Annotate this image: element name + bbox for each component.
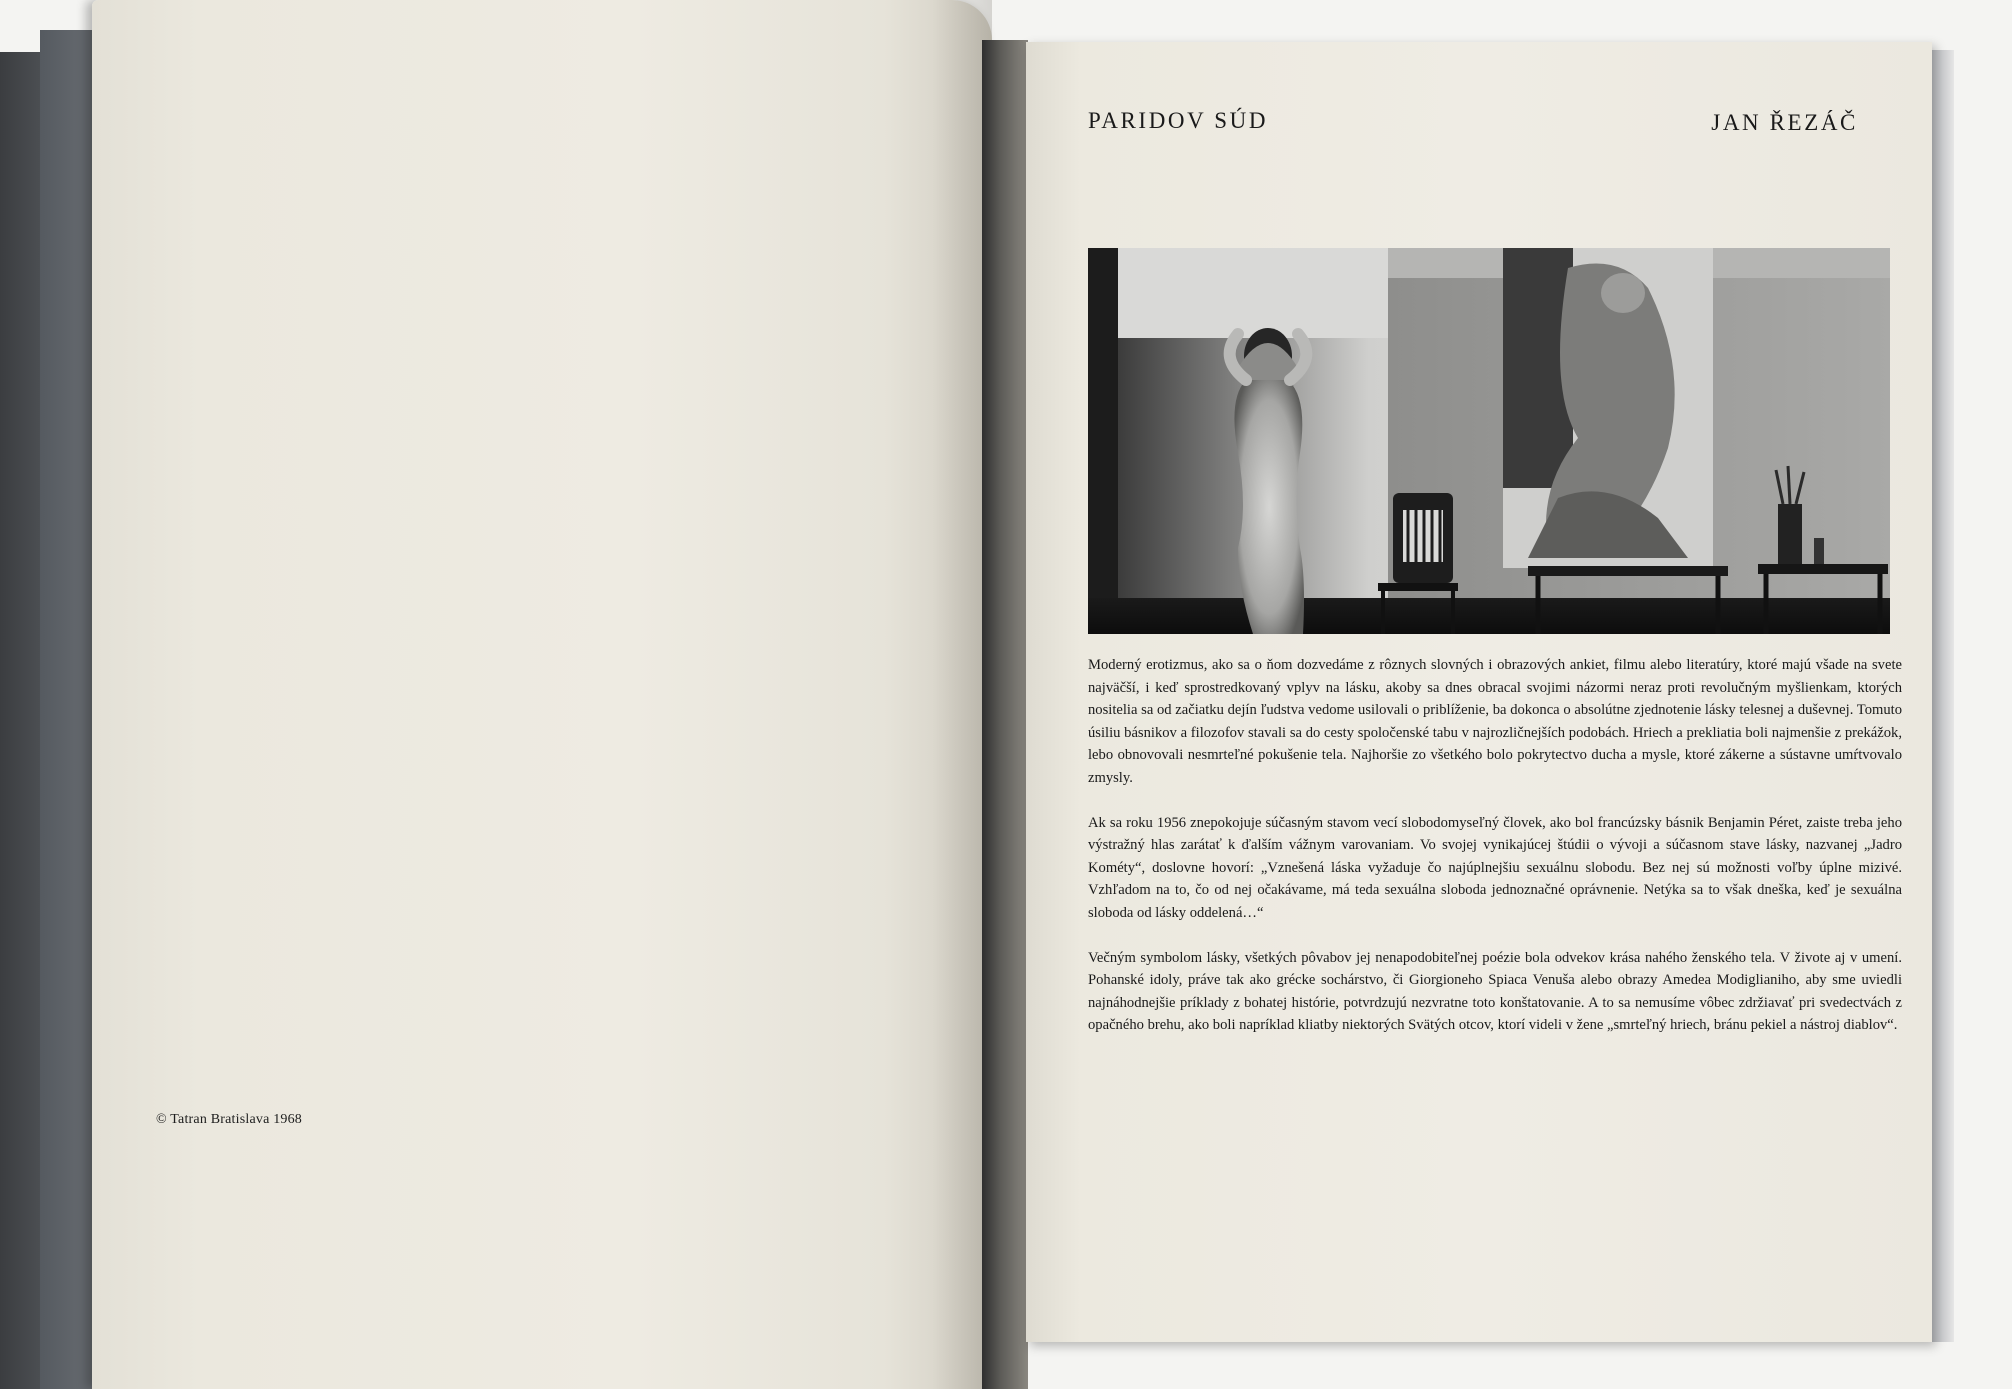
photograph-illustration	[1088, 248, 1890, 634]
paragraph-2: Ak sa roku 1956 znepokojuje súčasným stavom vecí slobodomyseľný človek, ako bol francúzsky básnik Benjamin Péret, zaiste treba jeho výstražný hlas zarátať k ďalším vážnym varovaniam. Vo svojej vynikajúcej štúdii o vývoji a súčasnom stave lásky, nazvanej „Jadro Kométy“, doslovne hovorí: „Vznešená láska vyžaduje čo najúplnejšiu sexuálnu slobodu. Bez nej sú možnosti voľby úplne mizivé. Vzhľadom na to, čo od nej očakávame, má teda sexuálna sloboda jednoznačné oprávnenie. Netýka sa to však dneška, keď je sexuálna sloboda od lásky oddelená…“	[1088, 814, 1902, 921]
page-header-title: PARIDOV SÚD	[1088, 108, 1269, 133]
right-page	[1026, 42, 1932, 1342]
book-gutter	[982, 40, 1028, 1389]
page-header-author: JAN ŘEZÁČ	[1711, 110, 1858, 135]
left-page	[92, 0, 992, 1389]
copyright-notice: © Tatran Bratislava 1968	[156, 1112, 302, 1127]
right-page-edge	[1932, 50, 1954, 1342]
paragraph-1: Moderný erotizmus, ako sa o ňom dozvedáme z rôznych slovných i obrazových ankiet, filmu alebo literatúry, ktoré majú všade na svete najväčší, i keď sprostredkovaný vplyv na lásku, akoby sa dnes obracal svojimi názormi neraz proti revolučným myšlienkam, ktorých nositelia sa od začiatku dejín ľudstva vedome usilovali o priblíženie, ba dokonca o absolútne zjednotenie lásky telesnej a duševnej. Tomuto úsiliu básnikov a filozofov stavali sa do cesty spoločenské tabu v najrozličnejších podobách. Hriech a prekliatia boli najmenšie z prekážok, lebo obnovovali nesmrteľné pokušenie tela. Najhoršie zo všetkého bolo pokrytectvo ducha a mysle, ktoré zákerne a sústavne umŕtvovalo zmysly.	[1088, 657, 1902, 786]
body-text	[1088, 654, 1902, 1059]
paragraph-3: Večným symbolom lásky, všetkých pôvabov jej nenapodobiteľnej poézie bola odvekov krása nahého ženského tela. V živote aj v umení. Pohanské idoly, práve tak ako grécke sochárstvo, či Giorgioneho Spiaca Venuša alebo obrazy Amedea Modiglianiho, aby sme uviedli najnáhodnejšie príklady z bohatej histórie, potvrdzujú nezvratne toto konštatovanie. A to sa nemusíme vôbec zdržiavať pri svedectvách z opačného brehu, ako boli napríklad kliatby niektorých Svätých otcov, ktorí videli v žene „smrteľný hriech, bránu pekiel a nástroj diablov“.	[1088, 949, 1902, 1034]
photograph-nude-with-painting	[1088, 248, 1890, 634]
